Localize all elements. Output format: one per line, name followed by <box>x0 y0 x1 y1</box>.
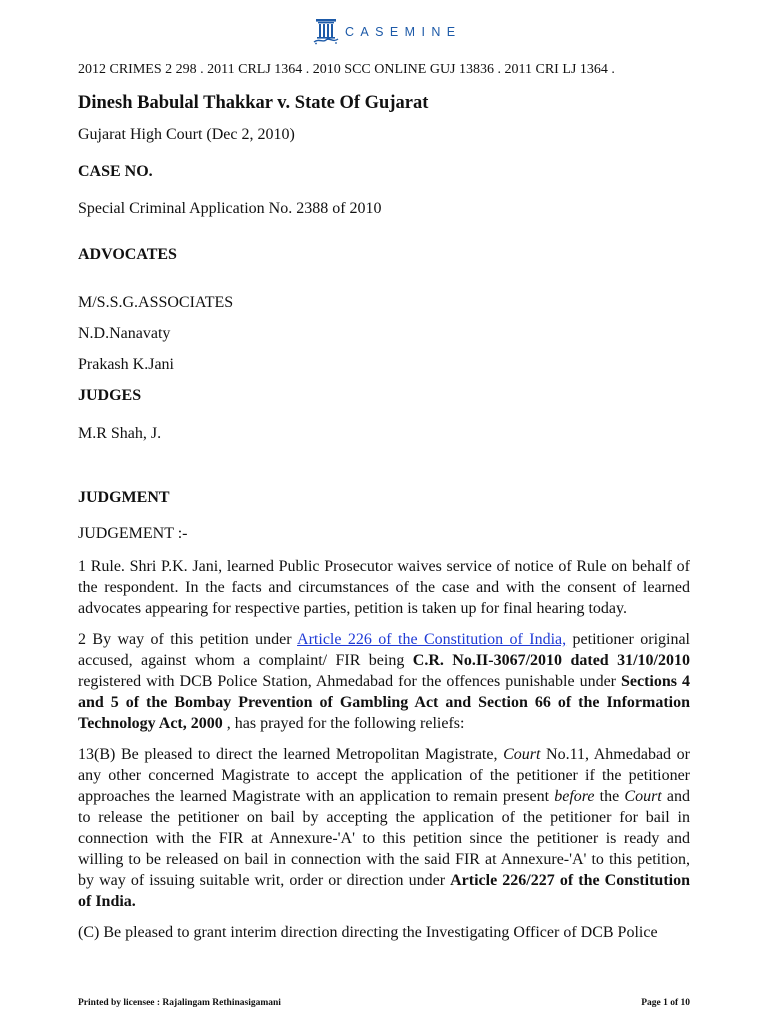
judgment-paragraph-2 <box>78 629 690 734</box>
judges-heading: JUDGES <box>78 387 142 404</box>
paragraph-text: registered with DCB Police Station, Ahmedabad for the offences punishable under <box>78 673 621 690</box>
case-content <box>78 60 690 943</box>
case-number: Special Criminal Application No. 2388 of 2010 <box>78 200 382 217</box>
advocate-item: M/S.S.G.ASSOCIATES <box>78 294 234 311</box>
advocate-item: N.D.Nanavaty <box>78 325 171 342</box>
paragraph-text: No.11, Ahmedabad or any other concerned Magistrate to accept the application of the petitioner if the petitioner approaches the learned Magistrate with an application to remain present <box>78 746 690 805</box>
brand-name: CASEMINE <box>345 24 462 39</box>
fir-reference: C.R. No.II-3067/2010 dated 31/10/2010 <box>412 652 690 669</box>
paragraph-text: 2 By way of this petition under <box>78 631 298 648</box>
printed-by: Printed by licensee : Rajalingam Rethinasigamani <box>78 998 281 1008</box>
judgment-paragraph-1: 1 Rule. Shri P.K. Jani, learned Public Prosecutor waives service of notice of Rule on behalf of the respondent. In the facts and circumstances of the case and with the consent of learned advocates appearing for respective parties, petition is taken up for final hearing today. <box>78 558 690 617</box>
judgment-paragraph-4: (C) Be pleased to grant interim direction directing the Investigating Officer of DCB Police <box>78 924 658 941</box>
statute-reference: Sections 4 and 5 of the Bombay Prevention of Gambling Act and Section 66 of the Information Technology Act, 2000 <box>78 673 690 732</box>
casemine-logo[interactable] <box>313 16 462 46</box>
judgment-paragraph-3 <box>78 744 690 912</box>
article-226-link[interactable]: Article 226 of the Constitution of India, <box>297 631 567 648</box>
article-reference: Article 226/227 of the Constitution of India. <box>78 872 691 910</box>
emphasis-text: Court <box>624 788 662 805</box>
judgment-opening: JUDGEMENT :- <box>78 525 188 542</box>
pillar-icon <box>313 17 339 45</box>
paragraph-text: , has prayed for the following reliefs: <box>222 715 465 732</box>
paragraph-text: petitioner original accused, against whom a complaint/ FIR being <box>78 631 690 669</box>
court-and-date: Gujarat High Court (Dec 2, 2010) <box>78 126 295 143</box>
citations: 2012 CRIMES 2 298 . 2011 CRLJ 1364 . 2010 SCC ONLINE GUJ 13836 . 2011 CRI LJ 1364 . <box>78 62 615 77</box>
paragraph-text: the <box>594 788 625 805</box>
case-no-heading: CASE NO. <box>78 163 153 180</box>
page-number: Page 1 of 10 <box>641 998 690 1008</box>
page-footer <box>78 998 690 1008</box>
advocates-heading: ADVOCATES <box>78 246 177 263</box>
judge-name: M.R Shah, J. <box>78 425 162 442</box>
paragraph-text: and to release the petitioner on bail by accepting the application of the petitioner for bail in connection with the FIR at Annexure-'A' to this petition since the petitioner is ready and willing to be released on bail in connection with the said FIR at Annexure-'A' to this petition, by way of issuing suitable writ, order or direction under <box>78 788 690 889</box>
emphasis-text: Court <box>503 746 541 763</box>
paragraph-text: 13(B) Be pleased to direct the learned Metropolitan Magistrate, <box>78 746 504 763</box>
judgment-heading: JUDGMENT <box>78 489 170 506</box>
emphasis-text: before <box>554 788 595 805</box>
advocate-item: Prakash K.Jani <box>78 356 174 373</box>
case-title: Dinesh Babulal Thakkar v. State Of Gujarat <box>78 93 429 113</box>
